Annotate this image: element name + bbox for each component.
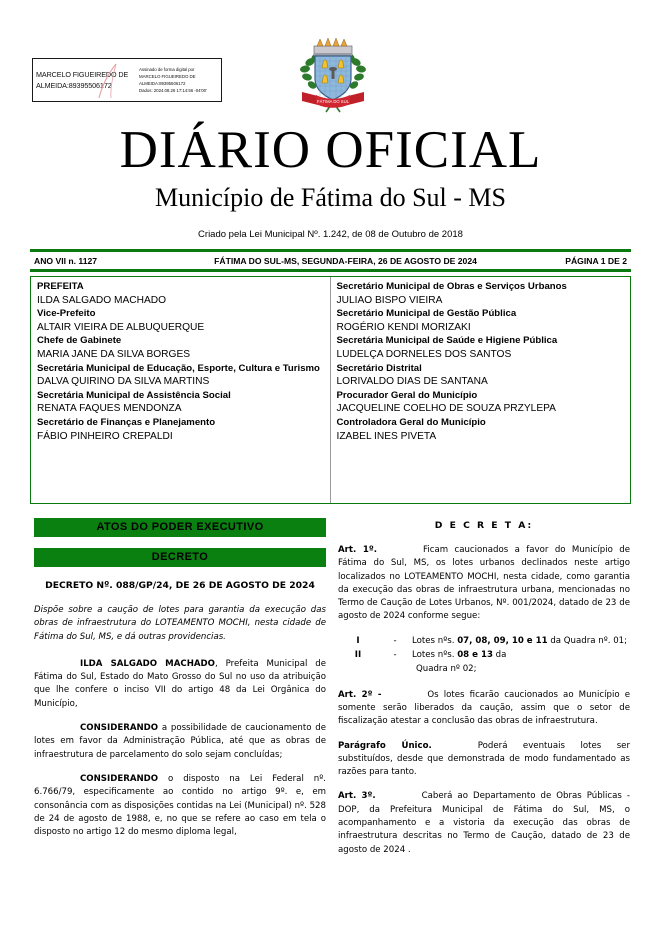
masthead [0,122,661,242]
issue-number: ANO VII n. 1127 [34,255,98,266]
official-name: RENATA FAQUES MENDONZA [37,403,182,415]
inciso-1-text: Lotes nºs. [412,635,455,646]
signature-detail-line-4: Dados: 2024.08.26 17:14:56 -04'00' [139,88,207,93]
article-3-text: Caberá ao Departamento de Obras Públicas - DOP, da Prefeitura Municipal de Fátima do Sul, MS, o acompanhamento e a vistoria da execução das obras de infraestrutura descritas no Termo de Caução, datado de 23 de agosto de 2024 . [338,791,630,855]
official-name: DALVA QUIRINO DA SILVA MARTINS [37,376,210,388]
considerando-1-label: CONSIDERANDO [80,723,159,734]
officials-column-left [31,277,331,503]
considerando-2-label: CONSIDERANDO [80,773,159,784]
signature-detail-line-3: ALMEIDA:89395506172 [139,81,186,86]
official-name: ALTAIR VIEIRA DE ALBUQUERQUE [37,321,205,333]
digital-signature-stamp [32,58,222,102]
official-role: Vice-Prefeito [37,308,96,320]
decree-ementa: Dispõe sobre a caução de lotes para garantia da execução das obras de infraestrutura do LOTEAMENTO MOCHI, nesta cidade de Fátima do Sul, MS, e dá outras providencias. [34,605,326,642]
official-name: LUDELÇA DORNELES DOS SANTOS [336,348,512,360]
article-2-label: Art. 2º - [338,689,382,700]
officials-box [30,276,631,504]
page-title: DIÁRIO OFICIAL [119,121,542,179]
inciso-1 [338,635,630,648]
official-name: JACQUELINE COELHO DE SOUZA PRZYLEPA [336,403,556,415]
official-role: Procurador Geral do Município [336,389,478,401]
inciso-2-lots: 08 e 13 [457,650,493,661]
decree-preamble [34,658,326,711]
inciso-2-text: Lotes nºs. [412,650,455,661]
paragrafo-unico [338,740,630,780]
official-role: Controladora Geral do Município [336,416,486,428]
incisos-list [338,635,630,677]
signature-detail-line-2: MARCELO FIGUEIREDO DE [139,74,196,79]
official-role: Chefe de Gabinete [37,335,122,347]
masthead-subtitle: Município de Fátima do Sul - MS [155,183,506,212]
crest-ribbon-text: FÁTIMA DO SUL [317,99,349,104]
official-role: Secretário Distrital [336,362,422,374]
inciso-2 [338,649,630,662]
officials-column-right [331,277,631,503]
official-name: FÁBIO PINHEIRO CREPALDI [37,430,173,442]
official-role: Secretário Municipal de Gestão Pública [336,308,517,320]
signature-detail-line-1: Assinado de forma digital por [139,67,195,72]
page-number: PÁGINA 1 DE 2 [565,255,627,266]
official-role: Secretário de Finanças e Planejamento [37,416,216,428]
official-role: Secretária Municipal de Educação, Esporte, Cultura e Turismo [37,362,320,374]
signature-name: MARCELO FIGUEIREDO DE ALMEIDA:89395506172 [36,70,129,90]
considerando-1 [34,722,326,762]
content-column-right [338,518,630,868]
inciso-2-dash: - [393,650,397,661]
inciso-2-numeral: II [354,650,362,661]
inciso-1-numeral: I [356,635,360,646]
considerando-2 [34,773,326,839]
inciso-1-dash: - [393,635,397,646]
considerando-1-text: a possibilidade de caucionamento de lotes em favor da Administração Pública, até que as obras de infraestrutura de parcelamento do solo sejam concluídas; [34,723,326,760]
official-name: IZABEL INES PIVETA [336,430,437,442]
article-1-text: Ficam caucionados a favor do Município de Fátima do Sul, MS, os lotes urbanos declinados neste artigo localizados no LOTEAMENTO MOCHI, nesta cidade, como garantia da execução das obras de infraestrutura urbana, mencionadas no Termo de Caução de Lotes Urbanos, Nº. 001/2024, datado de 23 de agosto de 2024 conforme segue: [338,545,630,622]
official-role: Secretário Municipal de Obras e Serviços Urbanos [336,281,567,292]
preamble-text: , Prefeita Municipal de Fátima do Sul, Estado do Mato Grosso do Sul no uso da atribuição que lhe confere o inciso VII do artigo 48 da Lei Orgânica do Município, [34,658,326,709]
content-column-left [34,518,326,850]
preamble-authority-name: ILDA SALGADO MACHADO [80,658,215,669]
decree-title: DECRETO Nº. 088/GP/24, DE 26 DE AGOSTO DE 2024 [45,580,315,591]
official-name: ROGÉRIO KENDI MORIZAKI [336,321,471,333]
info-bar [30,252,631,269]
official-name: LORIVALDO DIAS DE SANTANA [336,376,488,388]
article-1-label: Art. 1º. [338,545,378,555]
masthead-law-line: Criado pela Lei Municipal Nº. 1.242, de 08 de Outubro de 2018 [198,229,463,240]
inciso-1-tail: da Quadra nº. 01; [547,635,628,646]
official-name: ILDA SALGADO MACHADO [37,294,167,306]
official-name: MARIA JANE DA SILVA BORGES [37,348,191,360]
article-1 [338,544,630,624]
inciso-1-lots: 07, 08, 09, 10 e 11 [457,635,548,646]
paragrafo-unico-label: Parágrafo Único. [338,740,432,751]
decreta-heading: D E C R E T A: [434,520,534,531]
article-3-label: Art. 3º. [338,791,376,802]
official-role: PREFEITA [37,281,84,292]
article-2 [338,689,630,729]
issue-place-date: FÁTIMA DO SUL-MS, SEGUNDA-FEIRA, 26 DE AGOSTO DE 2024 [214,255,477,266]
official-role: Secretária Municipal de Saúde e Higiene Pública [336,335,558,347]
info-bar-rule-bottom [30,269,631,272]
official-role: Secretária Municipal de Assistência Social [37,389,231,401]
article-3 [338,790,630,856]
coat-of-arms-icon [296,36,370,118]
paragrafo-unico-text: Poderá eventuais lotes ser substituídos, desde que demonstrada de modo fundamentado as razões para tanto. [338,740,630,778]
signature-details [137,59,221,101]
official-name: JULIAO BISPO VIEIRA [336,294,443,306]
section-banner-atos: ATOS DO PODER EXECUTIVO [34,518,326,537]
inciso-2-continuation: Quadra nº 02; [416,664,477,675]
considerando-2-text: o disposto na Lei Federal nº. 6.766/79, especificamente ao contido no artigo 9º. e, em consonância com as disposições contidas na Lei (Municipal) nº. 528 de 24 de agosto de 1988, e, no que se refere ao caso em tela o disposto no artigo 12 do mesmo diploma legal, [34,773,326,838]
article-2-text: Os lotes ficarão caucionados ao Município e somente serão liberados da caução, assim que o setor de fiscalização atestar a conclusão das obras de infraestrutura. [338,689,630,727]
inciso-2-tail: da [492,650,507,661]
section-banner-decreto: DECRETO [34,548,326,567]
